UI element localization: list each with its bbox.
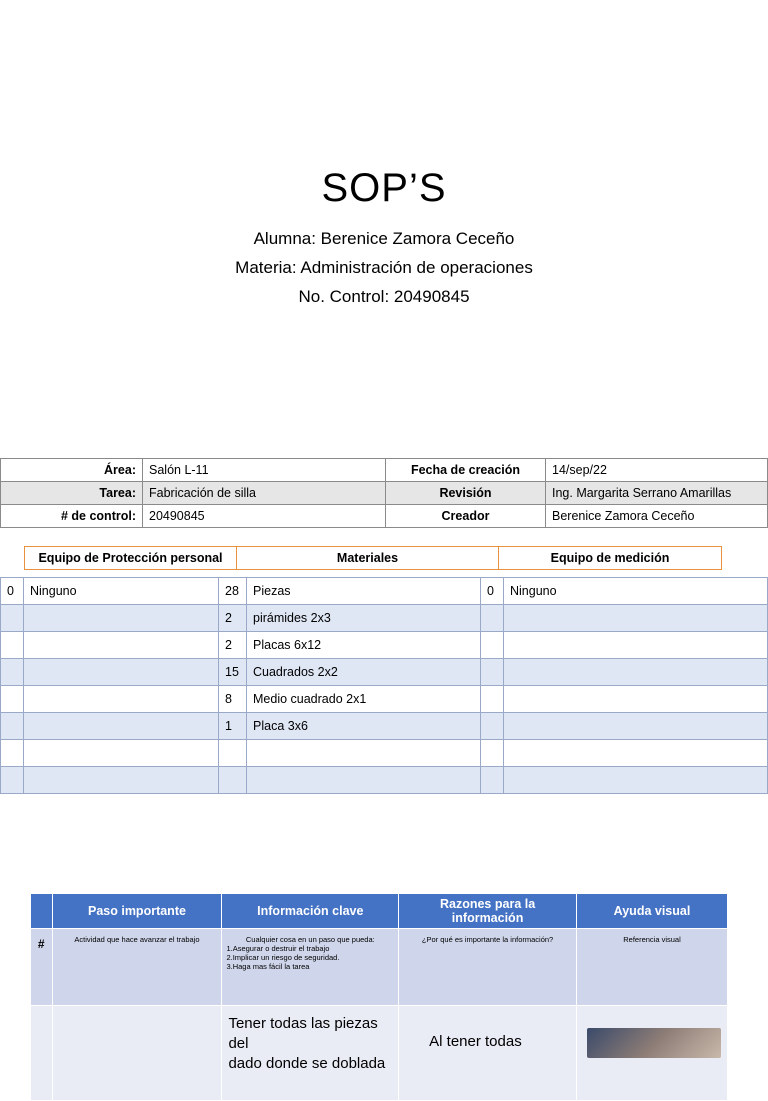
ppe-item: Ninguno [24,578,219,605]
info-row-tarea [1,482,768,505]
ppe-qty [1,659,24,686]
measure-item [504,605,768,632]
revision-value: Ing. Margarita Serrano Amarillas [546,482,768,505]
revision-label: Revisión [386,482,546,505]
material-item: Placas 6x12 [247,632,481,659]
measure-item [504,767,768,794]
material-item: Piezas [247,578,481,605]
step-1-info [222,1006,399,1101]
material-qty: 15 [219,659,247,686]
step-1-info-text: Tener todas las piezas del [228,1015,378,1052]
material-qty: 2 [219,605,247,632]
visual-aid-photo [587,1028,721,1058]
material-qty: 2 [219,632,247,659]
materials-row [1,659,768,686]
material-item: Placa 3x6 [247,713,481,740]
materials-row [1,605,768,632]
step-1-paso [52,1006,222,1101]
steps-table [30,893,728,1101]
ppe-qty [1,767,24,794]
measurement-header: Equipo de medición [499,547,722,570]
desc-info-1: 1.Asegurar o destruir el trabajo [226,944,330,953]
area-value: Salón L-11 [143,459,386,482]
measure-qty: 0 [481,578,504,605]
measure-item [504,740,768,767]
student-name: Alumna: Berenice Zamora Ceceño [253,229,515,248]
subject-name: Materia: Administración de operaciones [235,258,533,277]
ppe-item [24,686,219,713]
ppe-item [24,632,219,659]
info-table [0,458,768,528]
creador-label: Creador [386,505,546,528]
desc-info-2: 2.Implicar un riesgo de seguridad. [226,953,340,962]
steps-header-paso: Paso importante [52,894,222,929]
info-row-control [1,505,768,528]
step-row-1 [31,1006,728,1101]
measure-qty [481,686,504,713]
material-item: Medio cuadrado 2x1 [247,686,481,713]
ppe-qty [1,605,24,632]
steps-header-razones: Razones para la información [399,894,577,929]
material-qty: 1 [219,713,247,740]
desc-info-title: Cualquier cosa en un paso que pueda: [245,935,375,944]
page-title: SOP’S [321,166,447,210]
control-value: 20490845 [143,505,386,528]
measure-item [504,686,768,713]
material-qty: 8 [219,686,247,713]
measure-qty [481,632,504,659]
materials-header: Materiales [237,547,499,570]
tarea-value: Fabricación de silla [143,482,386,505]
steps-hash: # [31,929,53,1006]
materials-row [1,578,768,605]
desc-razon: ¿Por qué es importante la información? [399,929,577,1006]
fecha-label: Fecha de creación [386,459,546,482]
ppe-qty [1,632,24,659]
material-item: pirámides 2x3 [247,605,481,632]
creador-value: Berenice Zamora Ceceño [546,505,768,528]
measure-qty [481,659,504,686]
control-label: # de control: [1,505,143,528]
ppe-qty [1,713,24,740]
ppe-qty: 0 [1,578,24,605]
material-qty [219,740,247,767]
steps-header-ayuda: Ayuda visual [577,894,728,929]
material-item: Cuadrados 2x2 [247,659,481,686]
materials-row [1,767,768,794]
control-number: No. Control: 20490845 [298,287,470,306]
steps-description-row [31,929,728,1006]
ppe-item [24,713,219,740]
tarea-label: Tarea: [1,482,143,505]
ppe-qty [1,686,24,713]
material-item [247,767,481,794]
measure-item [504,659,768,686]
fecha-value: 14/sep/22 [546,459,768,482]
desc-info [222,929,399,1006]
materials-row [1,713,768,740]
material-qty [219,767,247,794]
material-qty: 28 [219,578,247,605]
measure-qty [481,713,504,740]
desc-paso: Actividad que hace avanzar el trabajo [52,929,222,1006]
material-item [247,740,481,767]
desc-ayuda: Referencia visual [577,929,728,1006]
step-1-ayuda [577,1006,728,1101]
steps-header-num [31,894,53,929]
ppe-header: Equipo de Protección personal [25,547,237,570]
measure-item [504,632,768,659]
equipment-header-table [24,546,722,570]
step-1-razon: Al tener todas [399,1006,577,1101]
ppe-item [24,605,219,632]
measure-item [504,713,768,740]
measure-qty [481,605,504,632]
steps-header-info: Información clave [222,894,399,929]
area-label: Área: [1,459,143,482]
measure-item: Ninguno [504,578,768,605]
step-1-num [31,1006,53,1101]
step-1-info-cut: dado donde se doblada [228,1055,386,1072]
ppe-qty [1,740,24,767]
info-row-area [1,459,768,482]
materials-row [1,686,768,713]
steps-header-row [31,894,728,929]
materials-row [1,740,768,767]
materials-table [0,577,768,794]
materials-row [1,632,768,659]
ppe-item [24,740,219,767]
ppe-item [24,767,219,794]
desc-info-3: 3.Haga mas fácil la tarea [226,962,310,971]
measure-qty [481,767,504,794]
ppe-item [24,659,219,686]
measure-qty [481,740,504,767]
